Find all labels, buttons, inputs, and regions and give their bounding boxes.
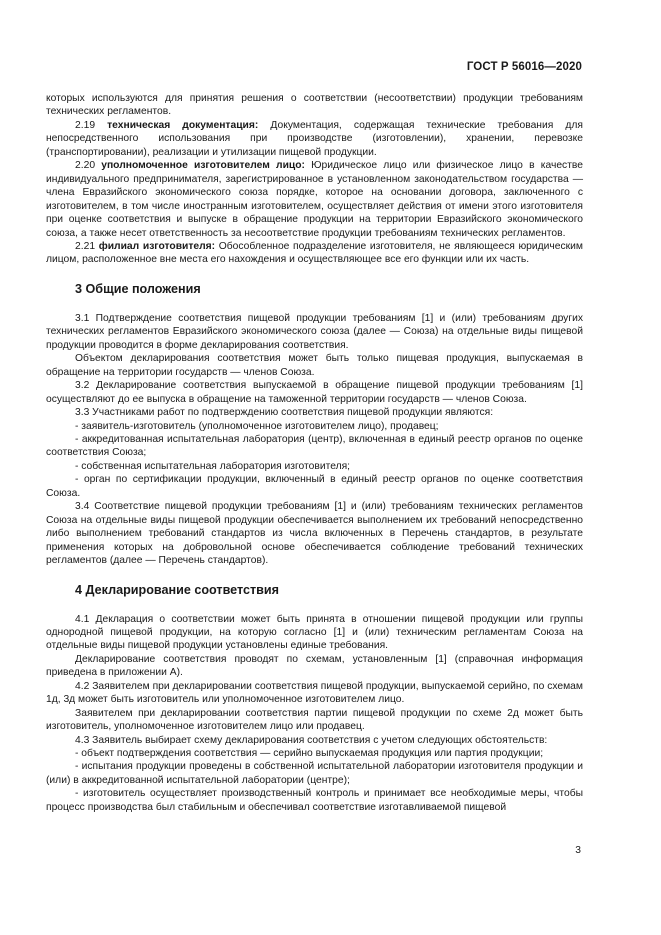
list-item: - аккредитованная испытательная лаборатория (центр), включенная в единый реестр органов по оценке соответствия Союза; xyxy=(46,433,583,459)
clause-4-3: 4.3 Заявитель выбирает схему декларирования соответствия с учетом следующих обстоятельств: xyxy=(75,734,548,746)
clause-4-1: 4.1 Декларация о соответствии может быть принята в отношении пищевой продукции или группы однородной пищевой продукции, на которую согласно [1] и (или) техническим регламентам Союза на отдельные виды пищевой продукции установлены единые требования. xyxy=(46,613,583,652)
term: уполномоченное изготовителем лицо: xyxy=(101,160,305,172)
list-item: - объект подтверждения соответствия — серийно выпускаемая продукция или партия продукции; xyxy=(75,748,544,760)
list-item: - изготовитель осуществляет производственный контроль и принимает все необходимые меры, чтобы процесс производства был стабильным и обеспечивал соответствие изготавливаемой пищевой xyxy=(46,788,583,813)
clause-4-2-applicant: Заявителем при декларировании соответствия партии пищевой продукции по схеме 2д может быть изготовитель, уполномоченное изготовителем лицо или продавец. xyxy=(46,707,583,733)
list-item: - собственная испытательная лаборатория изготовителя; xyxy=(75,460,351,472)
section-3-heading: 3 Общие положения xyxy=(75,281,201,296)
clause-3-1: 3.1 Подтверждение соответствия пищевой продукции требованиям [1] и (или) требованиям других технических регламентов Евразийского экономического союза (далее — Союза) на отдельные виды пищевой продукции проводится в форме декларирования соответствия. xyxy=(46,312,583,351)
paragraph-continuation: которых используются для принятия решения о соответствии (несоответствии) продукции требованиям технических регламентов. xyxy=(46,93,583,118)
document-header: ГОСТ Р 56016—2020 xyxy=(466,61,582,73)
definition-2-21: 2.21 филиал изготовителя: Обособленное подразделение изготовителя, не являющееся юридическим лицом, расположенное вне места его нахождения и осуществляющее все его функции или их часть. xyxy=(46,240,584,266)
document-body xyxy=(46,92,583,814)
section-4-heading: 4 Декларирование соответствия xyxy=(75,582,280,597)
clause-3-1-object: Объектом декларирования соответствия может быть только пищевая продукция, выпускаемая в обращение на территории государств — членов Союза. xyxy=(46,353,583,378)
clause-3-3: 3.3 Участниками работ по подтверждению соответствия пищевой продукции являются: xyxy=(75,407,494,419)
list-item: - испытания продукции проведены в собственной испытательной лаборатории изготовителя продукции и (или) в аккредитованной испытательной лаборатории (центре); xyxy=(46,761,583,786)
term: филиал изготовителя: xyxy=(98,240,216,252)
definition-2-20: 2.20 уполномоченное изготовителем лицо: Юридическое лицо или физическое лицо в качестве индивидуального предпринимателя, зарегистрированное в установленном законодательством государства — члена Евразийского экономического союза порядке, которое на основании договора, заключенного с изготовителем, в том числе иностранным изготовителем, осуществляет действия от имени этого изготовителя при оценке соответствия и выпуске в обращение продукции на территории Евразийского экономического союза, а также несет ответственность за несоответствие продукции требованиям технических регламентов. xyxy=(46,160,583,239)
clause-4-2: 4.2 Заявителем при декларировании соответствия пищевой продукции, выпускаемой серийно, по схемам 1д, 3д может быть изготовитель или уполномоченное изготовителем лицо. xyxy=(46,680,583,706)
clause-4-1-schemes: Декларирование соответствия проводят по схемам, установленным [1] (справочная информация приведена в приложении А). xyxy=(46,653,583,679)
clause-3-2: 3.2 Декларирование соответствия выпускаемой в обращение пищевой продукции требованиям [1] осуществляют до ее выпуска в обращение на таможенной территории государств — членов Союза. xyxy=(46,380,583,405)
page-number: 3 xyxy=(575,845,581,856)
clause-3-4: 3.4 Соответствие пищевой продукции требованиям [1] и (или) требованиям технических регламентов Союза на отдельные виды пищевой продукции обеспечивается выполнением их требований непосредственно либо выполнением требований стандартов из числа включенных в Перечень стандартов, в результате применения которых на добровольной основе обеспечивается соблюдение требований технических регламентов (далее — Перечень стандартов). xyxy=(46,501,583,567)
list-item: - орган по сертификации продукции, включенный в единый реестр органов по оценке соответствия Союза. xyxy=(46,474,583,499)
term: техническая документация: xyxy=(107,119,259,131)
definition-2-19: 2.19 техническая документация: Документация, содержащая технические требования для непосредственного использования при производстве (изготовлении), хранении, перевозке (транспортировании), реализации и утилизации пищевой продукции. xyxy=(46,119,583,158)
list-item: - заявитель-изготовитель (уполномоченное изготовителем лицо), продавец; xyxy=(75,420,439,432)
